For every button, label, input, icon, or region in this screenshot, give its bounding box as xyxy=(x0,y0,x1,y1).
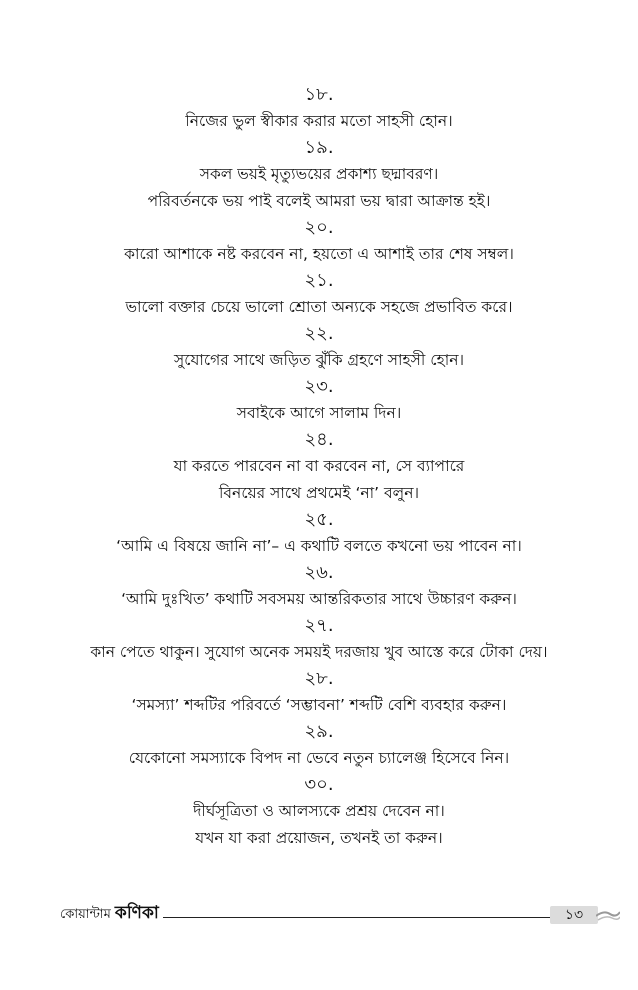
quote-number: ২৩. xyxy=(304,376,334,397)
quote-line: ‘সমস্যা’ শব্দটির পরিবর্তে ‘সম্ভাবনা’ শব্দটি বেশি ব্যবহার করুন। xyxy=(131,696,507,714)
quote-number: ২৯. xyxy=(304,721,334,742)
quote-item xyxy=(0,721,638,772)
quote-line: নিজের ভুল স্বীকার করার মতো সাহসী হোন। xyxy=(185,112,453,130)
quote-line: পরিবর্তনকে ভয় পাই বলেই আমরা ভয় দ্বারা আক্রান্ত হই। xyxy=(147,192,491,210)
quote-line: বিনয়ের সাথে প্রথমেই ‘না’ বলুন। xyxy=(219,484,419,502)
quote-number: ১৯. xyxy=(304,137,334,158)
quote-item xyxy=(0,137,638,215)
quote-item xyxy=(0,376,638,427)
book-title-part1: কোয়ান্টাম xyxy=(60,907,115,922)
quote-item xyxy=(0,323,638,374)
quote-line: ‘আমি এ বিষয়ে জানি না’– এ কথাটি বলতে কখনো ভয় পাবেন না। xyxy=(116,537,522,555)
quote-item xyxy=(0,668,638,719)
quote-item xyxy=(0,217,638,268)
footer-rule xyxy=(160,917,590,918)
quote-number: ২৭. xyxy=(304,615,334,636)
quote-line: কারো আশাকে নষ্ট করবেন না, হয়তো এ আশাই তার শেষ সম্বল। xyxy=(124,245,514,263)
quote-line: যখন যা করা প্রয়োজন, তখনই তা করুন। xyxy=(195,829,443,847)
quote-item xyxy=(0,562,638,613)
quote-line: ভালো বক্তার চেয়ে ভালো শ্রোতা অন্যকে সহজে প্রভাবিত করে। xyxy=(125,298,513,316)
quote-number: ৩০. xyxy=(304,774,334,795)
quote-number: ২৫. xyxy=(304,509,334,530)
quote-item xyxy=(0,84,638,135)
quote-list xyxy=(0,82,638,852)
quote-number: ২১. xyxy=(304,270,334,291)
quote-number: ২২. xyxy=(304,323,334,344)
quote-item xyxy=(0,615,638,666)
quote-line: দীর্ঘসূত্রিতা ও আলস্যকে প্রশ্রয় দেবেন না। xyxy=(193,802,445,820)
book-title xyxy=(60,902,163,926)
quote-line: সুযোগের সাথে জড়িত ঝুঁকি গ্রহণে সাহসী হোন। xyxy=(174,351,464,369)
quote-item xyxy=(0,429,638,507)
quote-item xyxy=(0,774,638,852)
quote-line: যা করতে পারবেন না বা করবেন না, সে ব্যাপারে xyxy=(173,457,465,475)
page-footer xyxy=(60,902,620,924)
quote-line: সবাইকে আগে সালাম দিন। xyxy=(236,404,402,422)
quote-line: যেকোনো সমস্যাকে বিপদ না ভেবে নতুন চ্যালেঞ্জ হিসেবে নিন। xyxy=(128,749,510,767)
page-swoosh-icon xyxy=(596,908,620,922)
quote-item xyxy=(0,509,638,560)
quote-line: ‘আমি দুঃখিত’ কথাটি সবসময় আন্তরিকতার সাথে উচ্চারণ করুন। xyxy=(121,590,517,608)
page-number: ১৩ xyxy=(550,906,598,924)
quote-number: ২৪. xyxy=(304,429,334,450)
quote-number: ২০. xyxy=(304,217,334,238)
quote-number: ২৬. xyxy=(304,562,334,583)
quote-number: ২৮. xyxy=(304,668,334,689)
quote-line: সকল ভয়ই মৃত্যুভয়ের প্রকাশ্য ছদ্মাবরণ। xyxy=(199,165,439,183)
quote-number: ১৮. xyxy=(304,84,334,105)
book-title-part2: কণিকা xyxy=(114,903,159,923)
quote-item xyxy=(0,270,638,321)
quote-line: কান পেতে থাকুন। সুযোগ অনেক সময়ই দরজায় খুব আস্তে করে টোকা দেয়। xyxy=(90,643,548,661)
